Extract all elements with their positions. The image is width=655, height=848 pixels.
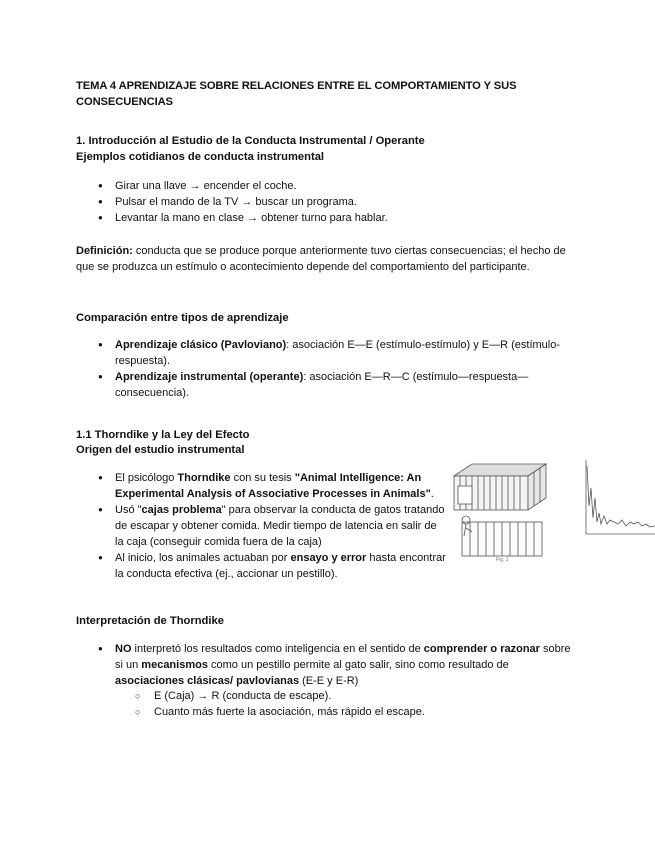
item-text: como un pestillo permite al gato salir, sino como resultado de	[207, 659, 509, 671]
section-1-1-subheading: Origen del estudio instrumental	[76, 444, 245, 456]
list-item	[76, 369, 576, 401]
list-item: ○ E (Caja) → R (conducta de escape).	[76, 688, 576, 704]
item-text: con su tesis	[230, 472, 295, 484]
document-title: TEMA 4 APRENDIZAJE SOBRE RELACIONES ENTRE EL COMPORTAMIENTO Y SUS CONSECUENCIAS	[76, 80, 517, 108]
item-bold: comprender o razonar	[423, 643, 540, 655]
item-text: : asociación E—E (estímulo-estímulo) y E—R (estímulo-respuesta).	[115, 339, 561, 367]
definition-text: conducta que se produce porque anteriormente tuvo ciertas consecuencias; el hecho de que se produzca un estímulo o acontecimiento depende del comportamiento del participante.	[76, 245, 566, 273]
puzzle-box-illustration	[450, 458, 550, 562]
section-1-subheading: Ejemplos cotidianos de conducta instrumental	[76, 151, 325, 163]
item-text: : asociación E—R—C (estímulo—respuesta—consecuencia).	[115, 371, 529, 399]
item-bold: ensayo y error	[290, 552, 367, 564]
item-text: .	[430, 488, 434, 500]
list-item	[76, 550, 446, 582]
item-bold: Aprendizaje clásico (Pavloviano)	[115, 339, 287, 351]
list-item: ● Pulsar el mando de la TV → buscar un programa.	[76, 194, 596, 210]
list-item	[76, 337, 576, 369]
comparison-heading: Comparación entre tipos de aprendizaje	[76, 312, 289, 324]
figure-caption: Fig. 1	[496, 557, 509, 562]
list-item	[76, 470, 446, 502]
list-item	[76, 641, 576, 689]
item-text: " para observar la conducta de gatos tratando de escapar y obtener comida. Medir tiempo de latencia en salir de la caja (conseguir comida fuera de la caja)	[115, 504, 445, 548]
definition-label: Definición:	[76, 245, 133, 257]
definition-paragraph	[76, 243, 566, 275]
item-bold: Thorndike	[177, 472, 231, 484]
interpretation-sublist	[76, 688, 576, 720]
item-bold: NO	[115, 643, 132, 655]
interpretation-list	[76, 641, 576, 689]
item-bold: "Animal Intelligence: An Experimental Analysis of Associative Processes in Animals"	[115, 472, 431, 500]
item-text: hasta encontrar la conducta efectiva (ej., accionar un pestillo).	[115, 552, 446, 580]
item-text: interpretó los resultados como inteligencia en el sentido de	[131, 643, 424, 655]
item-bold: cajas problema	[141, 504, 222, 516]
learning-curve-graph	[582, 458, 655, 538]
interpretation-heading: Interpretación de Thorndike	[76, 615, 224, 627]
item-text: Al inicio, los animales actuaban por	[115, 552, 291, 564]
item-text: (E-E y E-R)	[299, 675, 359, 687]
examples-list	[76, 178, 596, 226]
list-item: ○ Cuanto más fuerte la asociación, más rápido el escape.	[76, 704, 576, 720]
item-text: Usó "	[115, 504, 142, 516]
section-1-1-heading: 1.1 Thorndike y la Ley del Efecto	[76, 429, 250, 441]
item-text: El psicólogo	[115, 472, 178, 484]
comparison-list	[76, 337, 576, 401]
item-bold: asociaciones clásicas/ pavlovianas	[115, 675, 300, 687]
list-item	[76, 502, 446, 550]
item-bold: Aprendizaje instrumental (operante)	[115, 371, 304, 383]
thorndike-list	[76, 470, 446, 582]
section-1-heading: 1. Introducción al Estudio de la Conducta Instrumental / Operante	[76, 135, 425, 147]
list-item: ● Girar una llave → encender el coche.	[76, 178, 596, 194]
item-text: sobre si un	[115, 643, 571, 671]
item-bold: mecanismos	[141, 659, 208, 671]
list-item: ● Levantar la mano en clase → obtener turno para hablar.	[76, 210, 596, 226]
